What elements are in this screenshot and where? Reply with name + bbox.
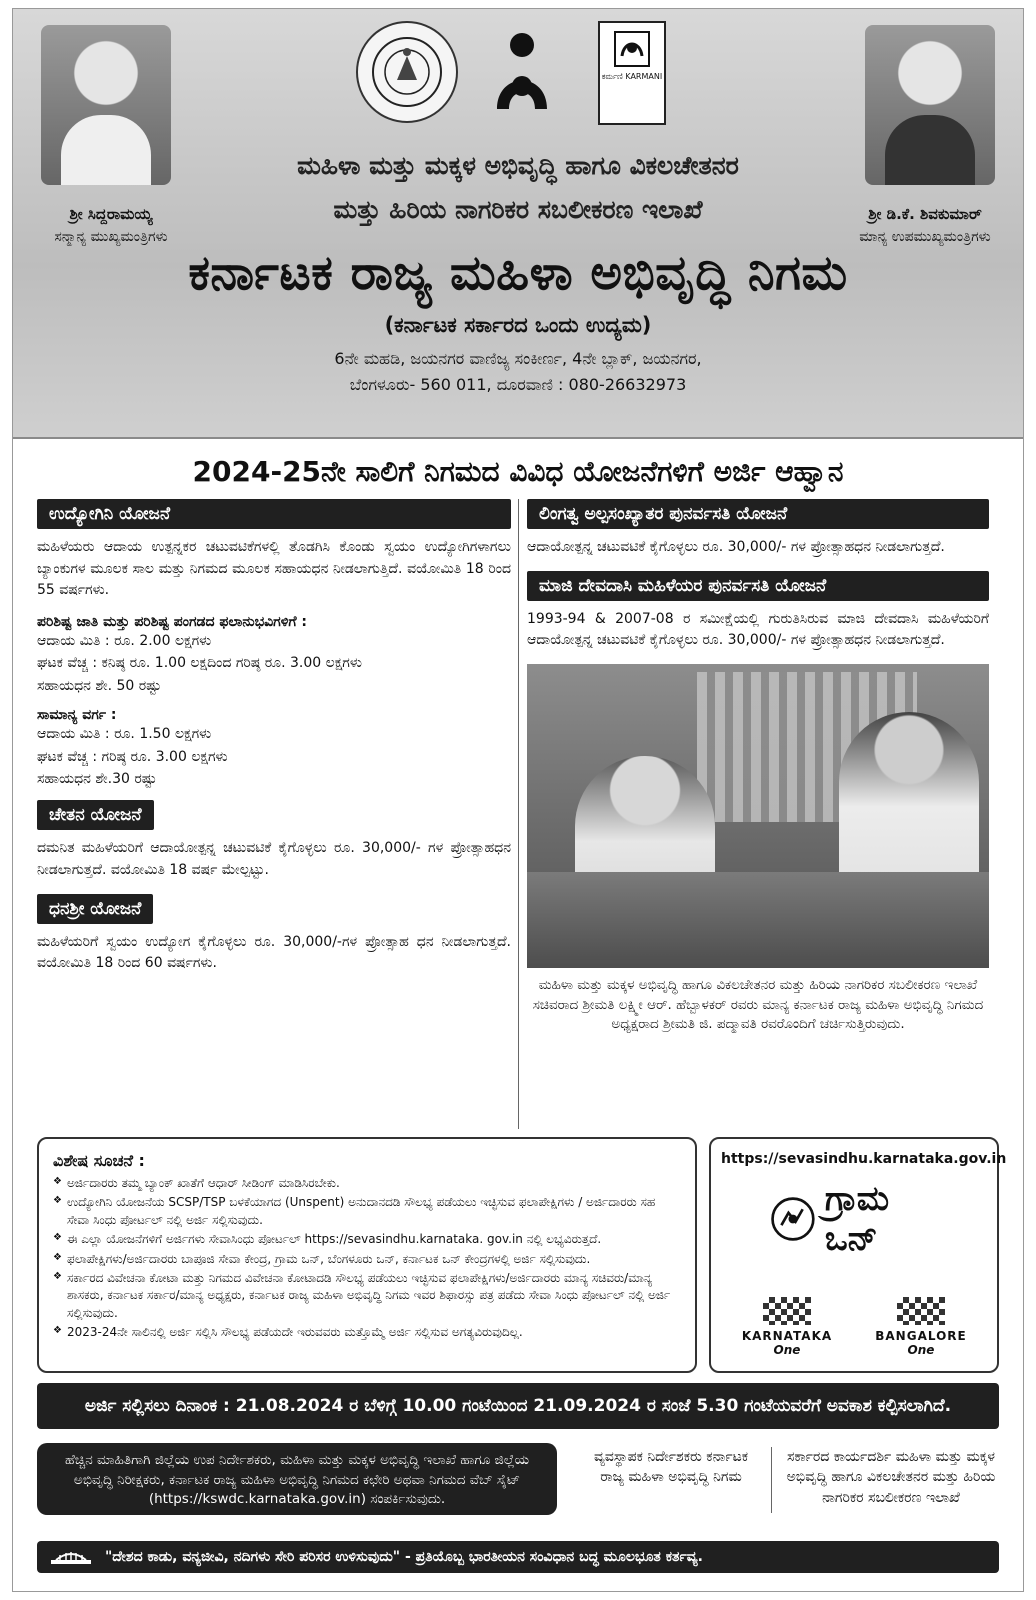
sc-st-heading: ಪರಿಶಿಷ್ಟ ಜಾತಿ ಮತ್ತು ಪರಿಶಿಷ್ಟ ಪಂಗಡದ ಫಲಾನುಭವಿಗಳಿಗೆ : xyxy=(37,614,307,631)
emblem-icon xyxy=(369,34,445,110)
address-line-1: 6ನೇ ಮಹಡಿ, ಜಯನಗರ ವಾಣಿಜ್ಯ ಸಂಕೀರ್ಣ, 4ನೇ ಬ್ಲಾಕ್, ಜಯನಗರ, xyxy=(334,349,702,368)
left-person-name: ಶ್ರೀ ಸಿದ್ದರಾಮಯ್ಯ xyxy=(69,205,153,223)
header xyxy=(13,9,1023,439)
department-line-1: ಮಹಿಳಾ ಮತ್ತು ಮಕ್ಕಳ ಅಭಿವೃದ್ಧಿ ಹಾಗೂ ವಿಕಲಚೇತನರ xyxy=(297,151,739,180)
karmani-icon xyxy=(614,31,650,67)
photo-caption: ಮಹಿಳಾ ಮತ್ತು ಮಕ್ಕಳ ಅಭಿವೃದ್ಧಿ ಹಾಗೂ ವಿಕಲಚೇತನರ ಮತ್ತು ಹಿರಿಯ ನಾಗರಿಕರ ಸಬಲೀಕರಣ ಇಲಾಖೆ ಸಚಿವರಾದ ಶ್ರೀಮತಿ ಲಕ್ಷ್ಮೀ ಆರ್. ಹೆಬ್ಬಾಳಕರ್ ರವರು ಮಾನ್ಯ ಕರ್ನಾಟಕ ರಾಜ್ಯ ಮಹಿಳಾ ಅಭಿವೃದ್ಧಿ ನಿಗಮದ ಅಧ್ಯಕ್ಷರಾದ ಶ್ರೀಮತಿ ಜಿ. ಪದ್ಮಾವತಿ ರವರೊಂದಿಗೆ ಚರ್ಚಿಸುತ್ತಿರುವುದು. xyxy=(532,977,984,1033)
application-date-bar: ಅರ್ಜಿ ಸಲ್ಲಿಸಲು ದಿನಾಂಕ : 21.08.2024 ರ ಬೆಳಿಗ್ಗೆ 10.00 ಗಂಟೆಯಿಂದ 21.09.2024 ರ ಸಂಜೆ 5.30 ಗಂಟೆಯವರೆಗೆ ಅವಕಾಶ ಕಲ್ಪಿಸಲಾಗಿದೆ. xyxy=(37,1383,999,1429)
corporation-subtitle: (ಕರ್ನಾಟಕ ಸರ್ಕಾರದ ಒಂದು ಉದ್ಯಮ) xyxy=(384,313,652,337)
department-line-2: ಮತ್ತು ಹಿರಿಯ ನಾಗರಿಕರ ಸಬಲೀಕರಣ ಇಲಾಖೆ xyxy=(333,195,703,224)
karmani-logo xyxy=(598,21,666,125)
chetana-section xyxy=(37,800,511,881)
address-line-2: ಬೆಂಗಳೂರು- 560 011, ದೂರವಾಣಿ : 080-26632973 xyxy=(349,375,687,394)
special-notice-list xyxy=(53,1175,681,1342)
checker-icon xyxy=(763,1297,811,1325)
special-notice-item: ❖ ಅರ್ಜಿದಾರರು ತಮ್ಮ ಬ್ಯಾಂಕ್ ಖಾತೆಗೆ ಆಧಾರ್ ಸೀಡಿಂಗ್ ಮಾಡಿಸಿರಬೇಕು. xyxy=(53,1175,681,1192)
bangalore-one-sub: One xyxy=(907,1343,935,1357)
portal-box xyxy=(709,1137,1007,1373)
sevasindhu-url[interactable]: https://sevasindhu.karnataka.gov.in xyxy=(721,1151,1007,1167)
general-unit-cost: ಘಟಕ ವೆಚ್ಚ : ಗರಿಷ್ಠ ರೂ. 3.00 ಲಕ್ಷಗಳು xyxy=(37,748,228,765)
advertisement-frame xyxy=(12,8,1024,1592)
column-divider xyxy=(518,499,519,1129)
managing-director-box: ವ್ಯವಸ್ಥಾಪಕ ನಿರ್ದೇಶಕರು ಕರ್ನಾಟಕ ರಾಜ್ಯ ಮಹಿಳಾ ಅಭಿವೃದ್ಧಿ ನಿಗಮ xyxy=(593,1449,749,1486)
devadasi-title: ಮಾಜಿ ದೇವದಾಸಿ ಮಹಿಳೆಯರ ಪುನರ್ವಸತಿ ಯೋಜನೆ xyxy=(527,571,989,601)
more-info-box: ಹೆಚ್ಚಿನ ಮಾಹಿತಿಗಾಗಿ ಜಿಲ್ಲೆಯ ಉಪ ನಿರ್ದೇಶಕರು, ಮಹಿಳಾ ಮತ್ತು ಮಕ್ಕಳ ಅಭಿವೃದ್ಧಿ ಇಲಾಖೆ ಹಾಗೂ ಜಿಲ್ಲೆಯ ಅಭಿವೃದ್ಧಿ ನಿರೀಕ್ಷಕರು, ಕರ್ನಾಟಕ ರಾಜ್ಯ ಮಹಿಳಾ ಅಭಿವೃದ್ಧಿ ನಿಗಮದ ಕಛೇರಿ ಅಥವಾ ನಿಗಮದ ವೆಬ್ ಸೈಟ್ (https://kswdc.karnataka.gov.in) ಸಂಪರ್ಕಿಸುವುದು. xyxy=(37,1443,557,1515)
lingatva-section xyxy=(527,499,989,559)
general-heading: ಸಾಮಾನ್ಯ ವರ್ಗ : xyxy=(37,707,117,724)
right-column xyxy=(527,499,989,1035)
mother-child-icon xyxy=(477,27,567,117)
chetana-title: ಚೇತನ ಯೋಜನೆ xyxy=(37,800,154,830)
special-notice-item: ❖ ಸರ್ಕಾರದ ವಿವೇಚನಾ ಕೋಟಾ ಮತ್ತು ನಿಗಮದ ವಿವೇಚನಾ ಕೋಟಾದಡಿ ಸೌಲಭ್ಯ ಪಡೆಯಲು ಇಚ್ಛಿಸುವ ಫಲಾಪೇಕ್ಷಿಗಳು/ಅರ್ಜಿದಾರರು ಮಾನ್ಯ ಸಚಿವರು/ಮಾನ್ಯ ಶಾಸಕರು, ಕರ್ನಾಟಕ ಸರ್ಕಾರ/ಮಾನ್ಯ ಅಧ್ಯಕ್ಷರು, ಕರ್ನಾಟಕ ರಾಜ್ಯ ಮಹಿಳಾ ಅಭಿವೃದ್ಧಿ ನಿಗಮ ಇವರ ಶಿಫಾರಸ್ಸು ಪತ್ರ ಪಡೆದು ಸೇವಾ ಸಿಂಧು ಪೋರ್ಟಲ್ ನಲ್ಲಿ ಅರ್ಜಿ ಸಲ್ಲಿಸುವುದು. xyxy=(53,1270,681,1322)
sc-income: ಆದಾಯ ಮಿತಿ : ರೂ. 2.00 ಲಕ್ಷಗಳು xyxy=(37,633,212,650)
special-notice-item: ❖ ಫಲಾಪೇಕ್ಷಿಗಳು/ಅರ್ಜಿದಾರರು ಬಾಪೂಜಿ ಸೇವಾ ಕೇಂದ್ರ, ಗ್ರಾಮ ಒನ್, ಬೆಂಗಳೂರು ಒನ್, ಕರ್ನಾಟಕ ಒನ್ ಕೇಂದ್ರಗಳಲ್ಲಿ ಅರ್ಜಿ ಸಲ್ಲಿಸುವುದು. xyxy=(53,1251,681,1268)
grama-one-icon xyxy=(769,1192,817,1246)
meeting-photo xyxy=(527,664,989,968)
karnataka-one-sub: One xyxy=(773,1343,801,1357)
dhanashree-description: ಮಹಿಳೆಯರಿಗೆ ಸ್ವಯಂ ಉದ್ಯೋಗ ಕೈಗೊಳ್ಳಲು ರೂ. 30,000/-ಗಳ ಪ್ರೋತ್ಸಾಹ ಧನ ನೀಡಲಾಗುತ್ತದೆ. ವಯೋಮಿತಿ 18 ರಿಂದ 60 ವರ್ಷಗಳು. xyxy=(37,933,511,972)
parliament-icon xyxy=(49,1548,93,1566)
sc-subsidy: ಸಹಾಯಧನ ಶೇ. 50 ರಷ್ಟು xyxy=(37,677,162,694)
general-income: ಆದಾಯ ಮಿತಿ : ರೂ. 1.50 ಲಕ್ಷಗಳು xyxy=(37,726,212,743)
secretary-box: ಸರ್ಕಾರದ ಕಾರ್ಯದರ್ಶಿ ಮಹಿಳಾ ಮತ್ತು ಮಕ್ಕಳ ಅಭಿವೃದ್ಧಿ ಹಾಗೂ ವಿಕಲಚೇತನರ ಮತ್ತು ಹಿರಿಯ ನಾಗರಿಕರ ಸಬಲೀಕರಣ ಇಲಾಖೆ xyxy=(786,1449,996,1506)
dhanashree-section xyxy=(37,894,511,975)
bangalore-one-label: BANGALORE xyxy=(875,1329,967,1343)
photo-table xyxy=(527,872,989,968)
devadasi-description: 1993-94 & 2007-08 ರ ಸಮೀಕ್ಷೆಯಲ್ಲಿ ಗುರುತಿಸಿರುವ ಮಾಜಿ ದೇವದಾಸಿ ಮಹಿಳೆಯರಿಗೆ ಆದಾಯೋತ್ಪನ್ನ ಚಟುವಟಿಕೆ ಕೈಗೊಳ್ಳಲು ರೂ. 30,000/- ಗಳ ಪ್ರೋತ್ಸಾಹಧನ ನೀಡಲಾಗುತ್ತದೆ. xyxy=(527,610,989,649)
general-subsidy: ಸಹಾಯಧನ ಶೇ.30 ರಷ್ಟು xyxy=(37,771,157,788)
footer-text: "ದೇಶದ ಕಾಡು, ವನ್ಯಜೀವಿ, ನದಿಗಳು ಸೇರಿ ಪರಿಸರ ಉಳಿಸುವುದು" - ಪ್ರತಿಯೊಬ್ಬ ಭಾರತೀಯನ ಸಂವಿಧಾನ ಬದ್ಧ ಮೂಲಭೂತ ಕರ್ತವ್ಯ. xyxy=(105,1549,703,1565)
udyogini-title: ಉದ್ಯೋಗಿನಿ ಯೋಜನೆ xyxy=(37,499,511,529)
corporation-title: ಕರ್ನಾಟಕ ರಾಜ್ಯ ಮಹಿಳಾ ಅಭಿವೃದ್ಧಿ ನಿಗಮ xyxy=(188,245,848,301)
udyogini-section xyxy=(37,499,511,790)
dhanashree-title: ಧನಶ್ರೀ ಯೋಜನೆ xyxy=(37,894,153,924)
lingatva-description: ಆದಾಯೋತ್ಪನ್ನ ಚಟುವಟಿಕೆ ಕೈಗೊಳ್ಳಲು ರೂ. 30,000/- ಗಳ ಪ್ರೋತ್ಸಾಹಧನ ನೀಡಲಾಗುತ್ತದೆ. xyxy=(527,539,945,555)
udyogini-description: ಮಹಿಳೆಯರು ಆದಾಯ ಉತ್ಪನ್ನಕರ ಚಟುವಟಿಕೆಗಳಲ್ಲಿ ತೊಡಗಿಸಿ ಕೊಂಡು ಸ್ವಯಂ ಉದ್ಯೋಗಿಗಳಾಗಲು ಬ್ಯಾಂಕುಗಳ ಮೂಲಕ ಸಾಲ ಮತ್ತು ನಿಗಮದ ಮೂಲಕ ಸಹಾಯಧನ ನೀಡಲಾಗುತ್ತಿದೆ. ವಯೋಮಿತಿ 18 ರಿಂದ 55 ವರ್ಷಗಳು. xyxy=(37,539,511,599)
special-notice-item: ❖ ಉದ್ಯೋಗಿನಿ ಯೋಜನೆಯ SCSP/TSP ಬಳಕೆಯಾಗದ (Unspent) ಅನುದಾನದಡಿ ಸೌಲಭ್ಯ ಪಡೆಯಲು ಇಚ್ಛಿಸುವ ಫಲಾಪೇಕ್ಷಿಗಳು / ಅರ್ಜಿದಾರರು ಸಹ ಸೇವಾ ಸಿಂಧು ಪೋರ್ಟಲ್ ನಲ್ಲಿ ಅರ್ಜಿ ಸಲ್ಲಿಸುವುದು. xyxy=(53,1194,681,1229)
devadasi-section xyxy=(527,571,989,652)
special-notice-item: ❖ 2023-24ನೇ ಸಾಲಿನಲ್ಲಿ ಅರ್ಜಿ ಸಲ್ಲಿಸಿ ಸೌಲಭ್ಯ ಪಡೆಯದೇ ಇರುವವರು ಮತ್ತೊಮ್ಮೆ ಅರ್ಜಿ ಸಲ್ಲಿಸುವ ಅಗತ್ಯವಿರುವುದಿಲ್ಲ. xyxy=(53,1324,681,1341)
karnataka-one-label: KARNATAKA xyxy=(741,1329,833,1343)
bottom-divider xyxy=(771,1447,772,1513)
one-center-logos xyxy=(729,1297,979,1357)
checker-icon xyxy=(897,1297,945,1325)
special-notice-item: ❖ ಈ ಎಲ್ಲಾ ಯೋಜನೆಗಳಿಗೆ ಅರ್ಜಿಗಳು ಸೇವಾಸಿಂಧು ಪೋರ್ಟಲ್ https://sevasindhu.karnataka. gov.in ನಲ್ಲಿ ಲಭ್ಯವಿರುತ್ತದೆ. xyxy=(53,1231,681,1248)
state-seal-logo xyxy=(356,21,458,123)
right-person-role: ಮಾನ್ಯ ಉಪಮುಖ್ಯಮಂತ್ರಿಗಳು xyxy=(859,229,991,245)
left-column xyxy=(37,499,511,987)
left-person-role: ಸನ್ಮಾನ್ಯ ಮುಖ್ಯಮಂತ್ರಿಗಳು xyxy=(54,229,168,245)
main-heading: 2024-25ನೇ ಸಾಲಿಗೆ ನಿಗಮದ ವಿವಿಧ ಯೋಜನೆಗಳಿಗೆ ಅರ್ಜಿ ಆಹ್ವಾನ xyxy=(192,455,844,488)
karmani-text: ಕರ್ಮಣಿ KARMANI xyxy=(601,72,663,81)
chetana-description: ದಮನಿತ ಮಹಿಳೆಯರಿಗೆ ಆದಾಯೋತ್ಪನ್ನ ಚಟುವಟಿಕೆ ಕೈಗೊಳ್ಳಲು ರೂ. 30,000/- ಗಳ ಪ್ರೋತ್ಸಾಹಧನ ನೀಡಲಾಗುತ್ತದೆ. ವಯೋಮಿತಿ 18 ವರ್ಷ ಮೇಲ್ಪಟ್ಟು. xyxy=(37,840,511,879)
right-person-name: ಶ್ರೀ ಡಿ.ಕೆ. ಶಿವಕುಮಾರ್ xyxy=(868,205,982,223)
karnataka-one-logo xyxy=(729,1297,845,1357)
lingatva-title: ಲಿಂಗತ್ವ ಅಲ್ಪಸಂಖ್ಯಾತರ ಪುನರ್ವಸತಿ ಯೋಜನೆ xyxy=(527,499,989,529)
special-notice-box xyxy=(37,1137,697,1373)
women-development-logo xyxy=(471,21,573,123)
footer-bar xyxy=(37,1541,999,1573)
grama-one-logo xyxy=(769,1179,939,1259)
bangalore-one-logo xyxy=(863,1297,979,1357)
grama-one-text: ಗ್ರಾಮ ಒನ್ xyxy=(824,1179,890,1259)
special-notice-title: ವಿಶೇಷ ಸೂಚನೆ : xyxy=(53,1151,145,1170)
sc-unit-cost: ಘಟಕ ವೆಚ್ಚ : ಕನಿಷ್ಠ ರೂ. 1.00 ಲಕ್ಷದಿಂದ ಗರಿಷ್ಠ ರೂ. 3.00 ಲಕ್ಷಗಳು xyxy=(37,655,362,672)
